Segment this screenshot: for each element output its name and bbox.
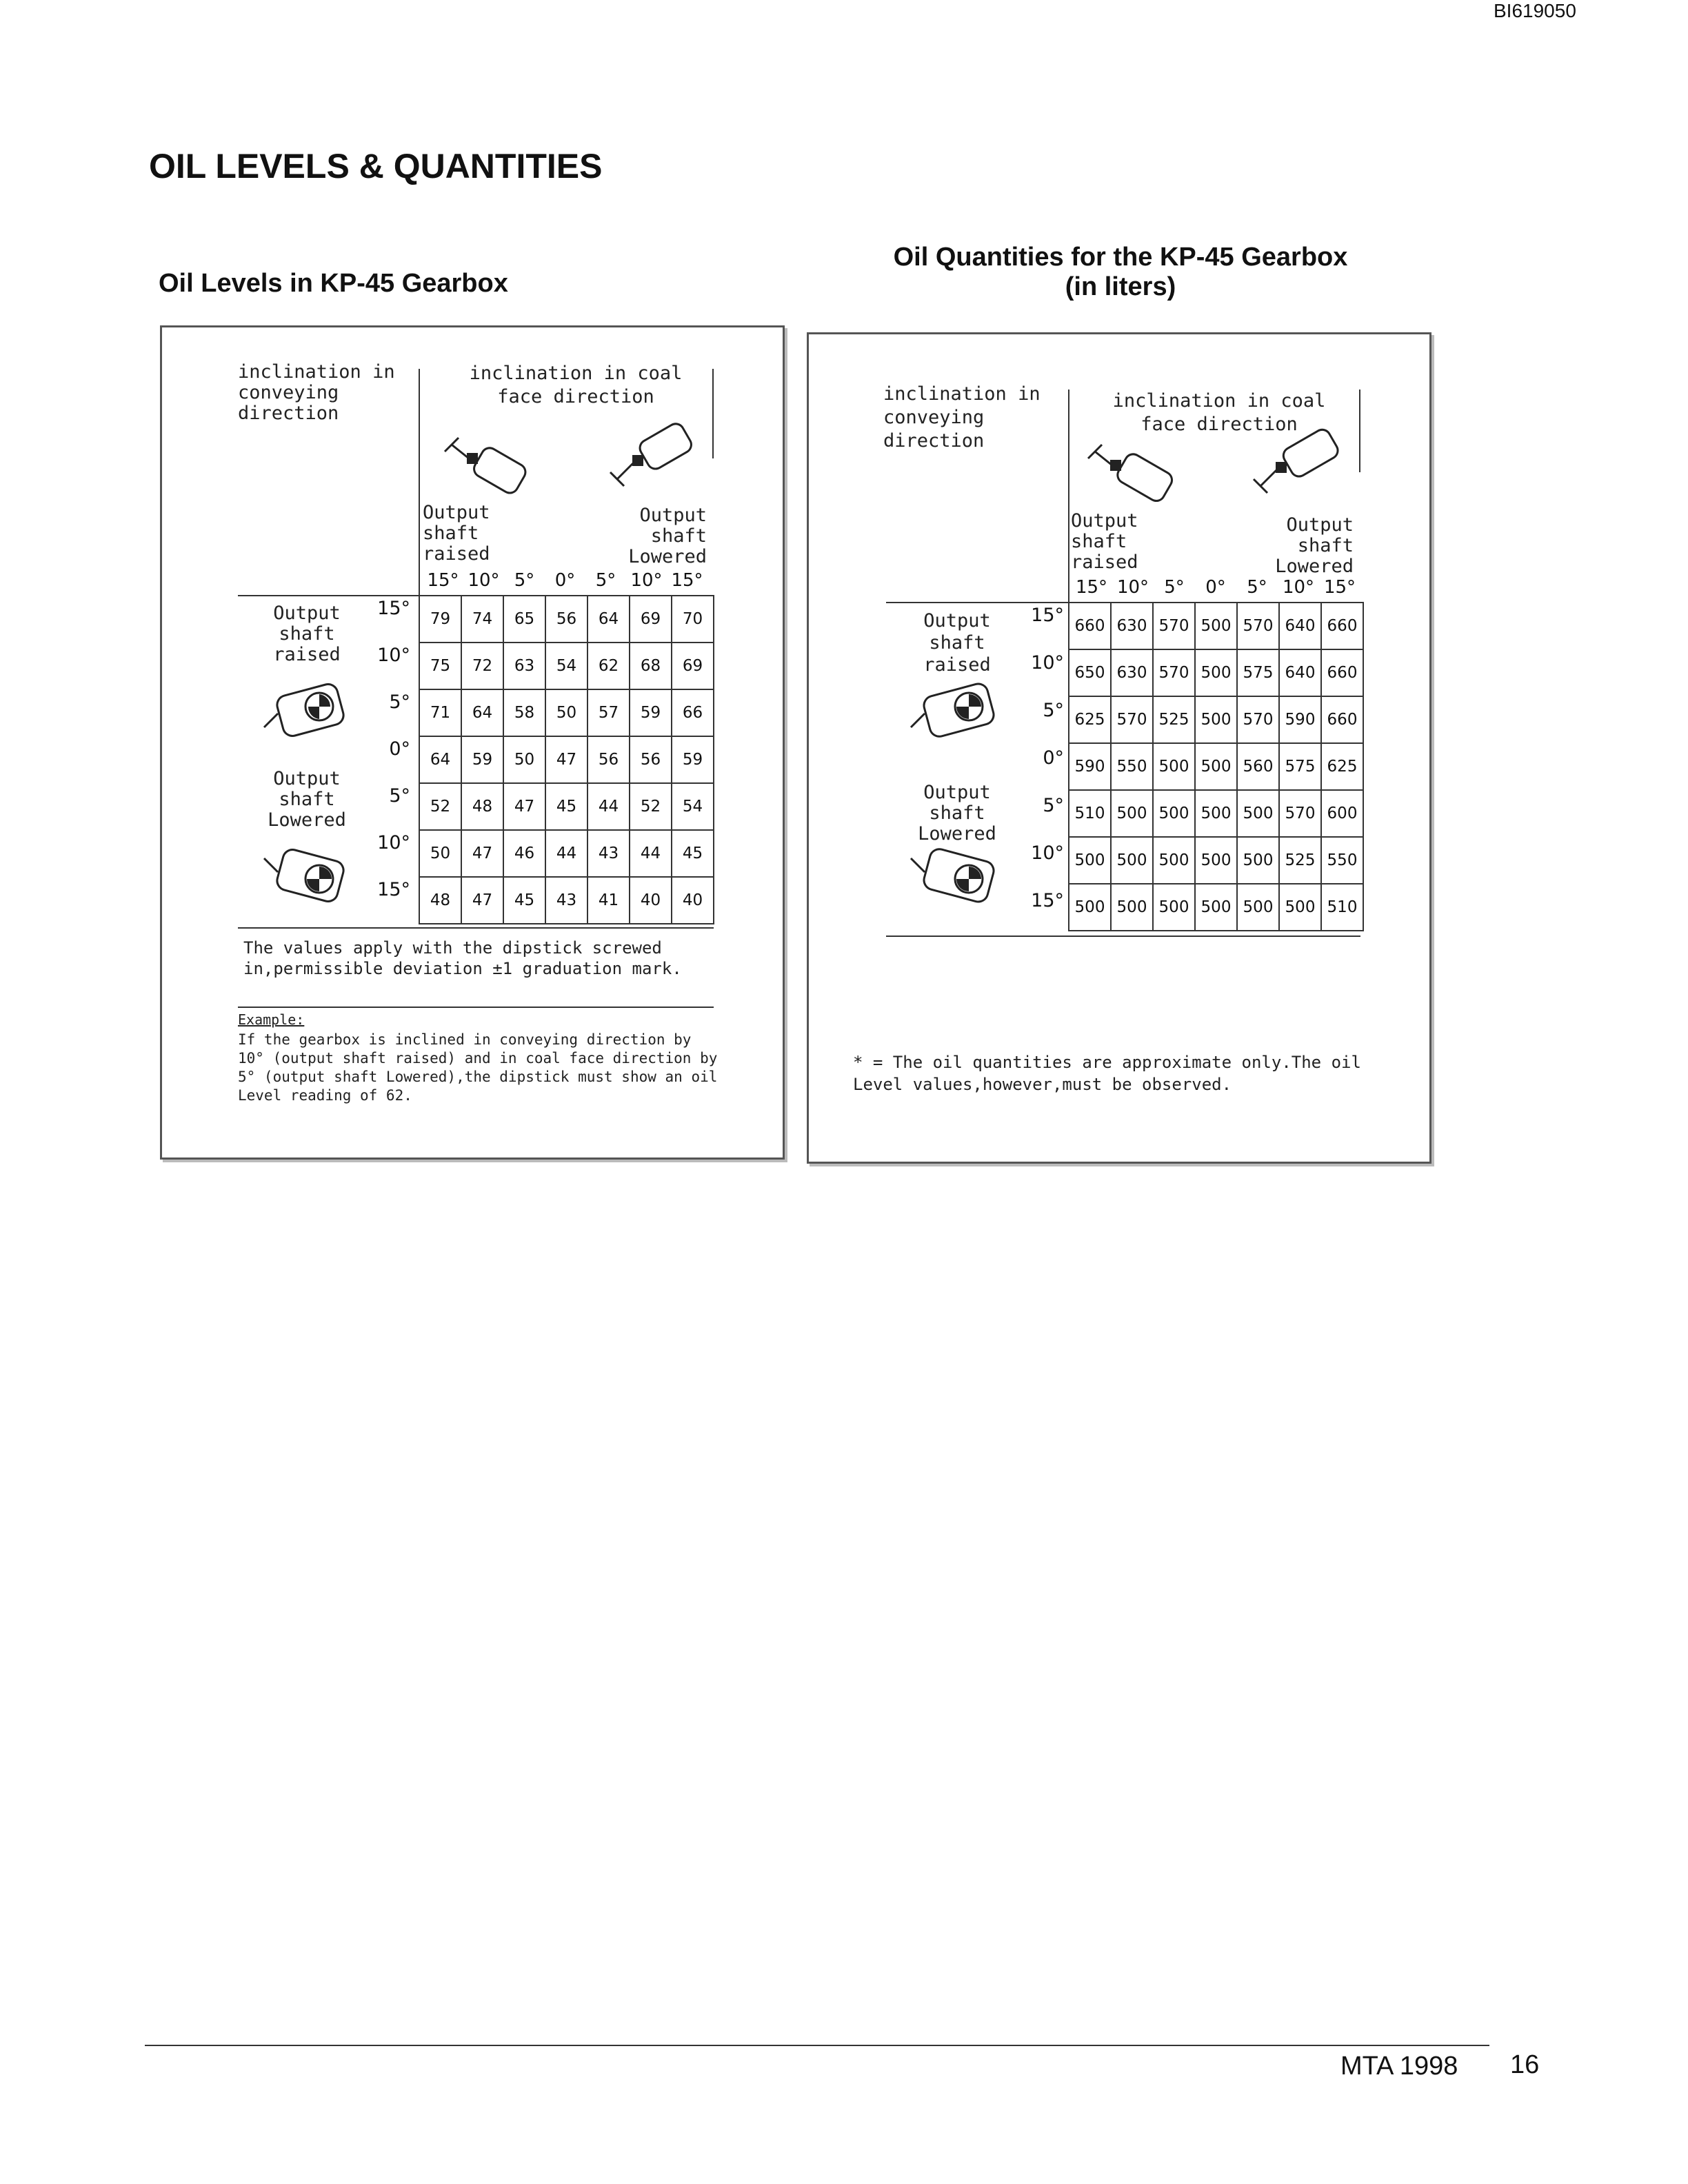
col-header: 10° (1116, 577, 1149, 598)
table-cell: 59 (461, 736, 503, 783)
table-cell: 52 (630, 783, 672, 830)
page-number: 16 (1510, 2050, 1540, 2079)
table-cell: 500 (1195, 696, 1237, 743)
table-row (1069, 649, 1363, 696)
table-cell: 68 (630, 643, 672, 689)
table-cell: 48 (419, 877, 461, 924)
table-cell: 65 (503, 596, 545, 643)
table-cell: 69 (672, 643, 714, 689)
table-cell: 570 (1237, 696, 1279, 743)
table-cell: 45 (545, 783, 587, 830)
lowered-gearbox-side-icon (259, 845, 355, 907)
table-cell: 650 (1069, 649, 1111, 696)
col-header: 0° (1205, 577, 1226, 598)
table-row (419, 736, 714, 783)
table-cell: 600 (1321, 790, 1363, 837)
col-header: 0° (554, 570, 576, 591)
table-cell: 47 (545, 736, 587, 783)
table-cell: 500 (1195, 790, 1237, 837)
table-cell: 560 (1237, 743, 1279, 790)
row-raised-label: Output shaft raised (273, 603, 341, 665)
table-cell: 50 (419, 830, 461, 877)
table-cell: 74 (461, 596, 503, 643)
oil-levels-table (419, 595, 714, 924)
row-degree-labels (1023, 602, 1064, 935)
table-row (419, 877, 714, 924)
table-cell: 500 (1111, 837, 1153, 884)
table-cell: 590 (1069, 743, 1111, 790)
example-heading: Example: (238, 1011, 305, 1028)
gearbox-lowered-icon (1247, 424, 1350, 500)
table-cell: 50 (503, 736, 545, 783)
table-cell: 44 (545, 830, 587, 877)
table-cell: 52 (419, 783, 461, 830)
table-cell: 660 (1321, 696, 1363, 743)
column-headers (423, 570, 712, 591)
table-cell: 54 (545, 643, 587, 689)
table-cell: 500 (1237, 884, 1279, 931)
header-raised-label: Output shaft raised (1071, 510, 1138, 573)
table-cell: 46 (503, 830, 545, 877)
row-lowered-label: Output shaft Lowered (268, 768, 346, 831)
right-figure-title (800, 243, 1441, 302)
table-row (1069, 603, 1363, 649)
table-cell: 500 (1153, 884, 1195, 931)
table-cell: 630 (1111, 649, 1153, 696)
table-cell: 69 (630, 596, 672, 643)
table-row (419, 643, 714, 689)
table-row (1069, 884, 1363, 931)
col-header: 15° (671, 570, 703, 591)
raised-gearbox-side-icon (259, 679, 355, 741)
table-cell: 500 (1195, 603, 1237, 649)
conveying-direction-label: inclination in conveying direction (883, 383, 1041, 452)
row-degree: 10° (377, 645, 410, 666)
table-cell: 63 (503, 643, 545, 689)
table-cell: 570 (1237, 603, 1279, 649)
table-cell: 71 (419, 689, 461, 736)
table-cell: 500 (1195, 649, 1237, 696)
row-degree: 15° (1031, 890, 1064, 911)
row-degree: 15° (1031, 605, 1064, 626)
table-cell: 590 (1279, 696, 1321, 743)
table-cell: 630 (1111, 603, 1153, 649)
col-header: 15° (427, 570, 459, 591)
row-degree: 5° (1043, 795, 1064, 816)
example-text: If the gearbox is inclined in conveying direction by 10° (output shaft raised) and in coal face direction by 5° (output shaft Lowered),the dipstick must show an oil Level reading of 62. (238, 1031, 718, 1104)
raised-gearbox-side-icon (905, 679, 1009, 741)
table-cell: 640 (1279, 649, 1321, 696)
table-cell: 500 (1153, 743, 1195, 790)
table-cell: 47 (461, 830, 503, 877)
table-cell: 500 (1237, 837, 1279, 884)
col-header: 5° (595, 570, 616, 591)
col-header: 10° (1282, 577, 1315, 598)
table-cell: 570 (1111, 696, 1153, 743)
table-cell: 500 (1279, 884, 1321, 931)
gearbox-lowered-icon (603, 417, 700, 493)
table-row (1069, 696, 1363, 743)
coal-face-direction-label: inclination in coal face direction (1112, 390, 1326, 435)
table-row (1069, 743, 1363, 790)
gearbox-raised-icon (438, 424, 534, 500)
table-cell: 510 (1321, 884, 1363, 931)
document-id: BI619050 (1494, 0, 1576, 21)
col-header: 5° (1247, 577, 1267, 598)
table-cell: 550 (1321, 837, 1363, 884)
table-cell: 54 (672, 783, 714, 830)
table-cell: 570 (1279, 790, 1321, 837)
row-degree: 10° (1031, 652, 1064, 674)
table-cell: 500 (1237, 790, 1279, 837)
table-cell: 45 (672, 830, 714, 877)
table-cell: 48 (461, 783, 503, 830)
table-cell: 47 (461, 877, 503, 924)
table-cell: 75 (419, 643, 461, 689)
table-cell: 500 (1195, 884, 1237, 931)
lowered-gearbox-side-icon (905, 845, 1009, 907)
row-degree: 15° (377, 598, 410, 619)
table-cell: 62 (587, 643, 630, 689)
table-cell: 43 (587, 830, 630, 877)
table-cell: 500 (1069, 884, 1111, 931)
table-cell: 525 (1153, 696, 1195, 743)
row-degree: 0° (389, 738, 410, 760)
table-cell: 59 (672, 736, 714, 783)
row-degree: 10° (377, 832, 410, 853)
footer-label: MTA 1998 (1340, 2052, 1458, 2081)
right-title-line1: Oil Quantities for the KP-45 Gearbox (893, 243, 1348, 272)
oil-quantities-table (1068, 602, 1364, 931)
table-cell: 550 (1111, 743, 1153, 790)
table-cell: 525 (1279, 837, 1321, 884)
table-cell: 79 (419, 596, 461, 643)
table-cell: 570 (1153, 649, 1195, 696)
table-cell: 56 (587, 736, 630, 783)
col-header: 10° (468, 570, 500, 591)
table-cell: 45 (503, 877, 545, 924)
table-cell: 64 (419, 736, 461, 783)
table-cell: 660 (1321, 649, 1363, 696)
table-cell: 58 (503, 689, 545, 736)
header-lowered-label: Output shaft Lowered (1275, 514, 1354, 577)
col-header: 10° (630, 570, 663, 591)
table-cell: 47 (503, 783, 545, 830)
table-cell: 72 (461, 643, 503, 689)
table-cell: 570 (1153, 603, 1195, 649)
oil-levels-panel (160, 325, 785, 1160)
table-cell: 44 (630, 830, 672, 877)
table-cell: 575 (1237, 649, 1279, 696)
conveying-direction-label: inclination in conveying direction (238, 361, 395, 424)
table-row (1069, 790, 1363, 837)
table-cell: 500 (1195, 837, 1237, 884)
table-row (419, 689, 714, 736)
table-row (419, 783, 714, 830)
table-cell: 500 (1111, 790, 1153, 837)
table-cell: 510 (1069, 790, 1111, 837)
table-cell: 500 (1111, 884, 1153, 931)
row-lowered-label: Output shaft Lowered (918, 782, 996, 845)
dipstick-note: The values apply with the dipstick screwed in,permissible deviation ±1 graduation mark. (243, 938, 682, 978)
coal-face-direction-label: inclination in coal face direction (469, 363, 683, 407)
table-cell: 500 (1153, 790, 1195, 837)
header-raised-label: Output shaft raised (423, 502, 490, 565)
table-cell: 56 (545, 596, 587, 643)
row-degree: 0° (1043, 747, 1064, 769)
table-cell: 57 (587, 689, 630, 736)
column-headers (1071, 577, 1360, 598)
table-cell: 56 (630, 736, 672, 783)
col-header: 5° (1164, 577, 1185, 598)
table-cell: 640 (1279, 603, 1321, 649)
table-cell: 50 (545, 689, 587, 736)
table-cell: 500 (1069, 837, 1111, 884)
table-cell: 43 (545, 877, 587, 924)
table-cell: 40 (630, 877, 672, 924)
table-cell: 660 (1069, 603, 1111, 649)
col-header: 15° (1075, 577, 1108, 598)
table-cell: 40 (672, 877, 714, 924)
table-cell: 41 (587, 877, 630, 924)
footer-divider (145, 2045, 1489, 2046)
table-cell: 500 (1153, 837, 1195, 884)
table-cell: 625 (1321, 743, 1363, 790)
row-raised-label: Output shaft raised (923, 610, 991, 676)
table-row (1069, 837, 1363, 884)
quantities-note: * = The oil quantities are approximate only.The oil Level values,however,must be observed. (853, 1053, 1361, 1094)
oil-quantities-panel (807, 332, 1431, 1164)
table-cell: 44 (587, 783, 630, 830)
col-header: 5° (514, 570, 535, 591)
table-cell: 64 (461, 689, 503, 736)
right-title-line2: (in liters) (1065, 272, 1176, 301)
row-degree: 5° (389, 691, 410, 713)
table-cell: 500 (1195, 743, 1237, 790)
table-cell: 575 (1279, 743, 1321, 790)
col-header: 15° (1323, 577, 1356, 598)
table-row (419, 596, 714, 643)
page-title: OIL LEVELS & QUANTITIES (149, 147, 603, 185)
table-row (419, 830, 714, 877)
left-figure-title: Oil Levels in KP-45 Gearbox (159, 269, 508, 298)
table-cell: 59 (630, 689, 672, 736)
row-degree-labels (369, 595, 410, 923)
table-cell: 660 (1321, 603, 1363, 649)
row-degree: 10° (1031, 842, 1064, 864)
row-degree: 5° (389, 785, 410, 807)
row-degree: 15° (377, 879, 410, 900)
table-cell: 64 (587, 596, 630, 643)
table-cell: 625 (1069, 696, 1111, 743)
table-cell: 70 (672, 596, 714, 643)
table-cell: 66 (672, 689, 714, 736)
header-lowered-label: Output shaft Lowered (628, 505, 707, 567)
gearbox-raised-icon (1081, 431, 1185, 507)
row-degree: 5° (1043, 700, 1064, 721)
